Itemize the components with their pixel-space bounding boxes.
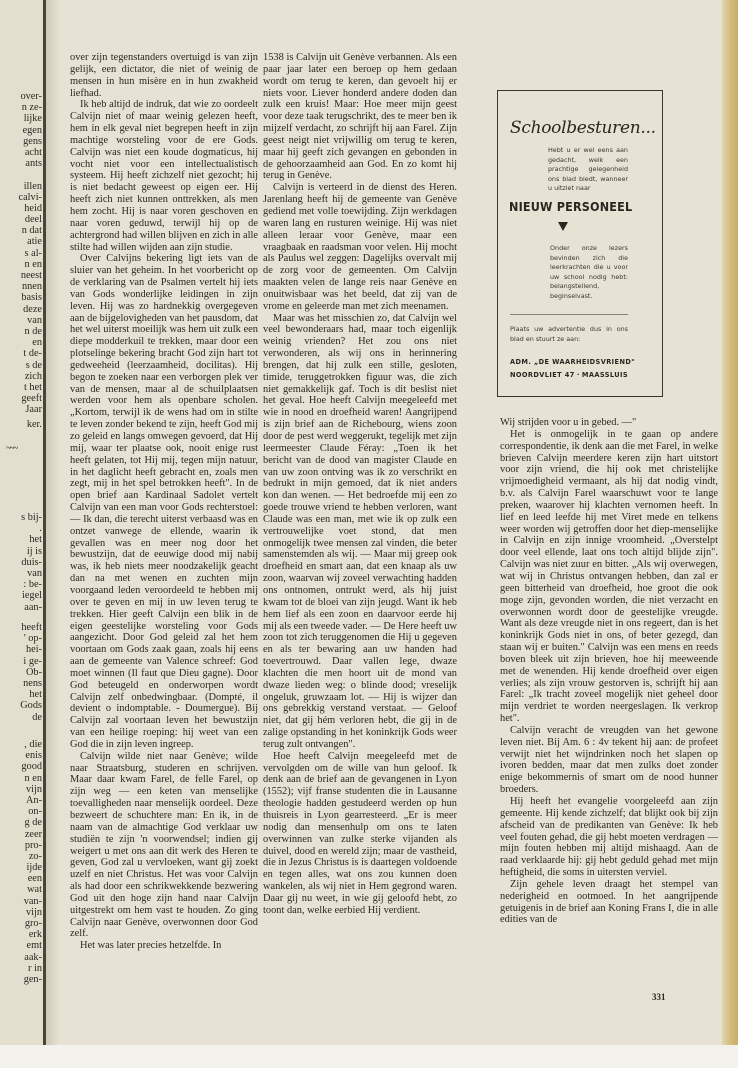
left-page-ornament: ~~~ (6, 443, 17, 454)
article-column-2 (263, 52, 457, 917)
left-page-text-fragment: het (29, 689, 42, 701)
left-page-text-fragment: enis (25, 750, 42, 762)
left-page-text-fragment: calvi- (18, 191, 42, 203)
left-page-text-fragment: zich (24, 370, 42, 382)
left-page-fragments-2 (27, 419, 42, 430)
left-page-text-fragment: egen (22, 124, 42, 136)
ad-address-separator: · (576, 371, 580, 379)
gutter-shadow (46, 0, 60, 1045)
left-page-text-fragment: ij is (26, 545, 42, 557)
paragraph: Wij strijden voor u in gebed. —" (500, 417, 637, 428)
left-page-text-fragment: nens (23, 677, 42, 689)
ad-headline: NIEUW PERSONEEL (509, 200, 633, 214)
left-page-text-fragment: atie (27, 236, 42, 248)
ad-address-name: ADM. „DE WAARHEIDSVRIEND" (510, 358, 636, 366)
left-page-text-fragment: ijde (26, 862, 42, 874)
left-page-text-fragment: n dat (21, 225, 42, 237)
left-page-text-fragment: : be- (23, 579, 42, 591)
paragraph: Calvijn wilde niet naar Genève; wilde naar Straatsburg, studeren en schrijven. Maar daar kwam Farel, de felle Farel, op zijn weg — een keten van menselijke toevalligheden naar menselijk oordeel. Deze bezweert de schuchtere man: En ik, in de naam van de almachtige God verklaar uw studiën te zijn 'n voorwendsel; indien gij weigert u met ons aan dit werk des Heren te geven, God zal u vervloeken, want gij zoekt uzelf en niet Christus. Het was voor Calvijn als had door een schrikwekkende bezwering God uit den hoge zijn hand naar Calvijn uitgestrekt om hem vast te houden. Zo ging Calvijn naar Genève, overwonnen door God zelf. (70, 750, 258, 940)
article-column-3 (500, 417, 718, 926)
left-page-text-fragment: i ge- (23, 655, 42, 667)
left-page-text-fragment: acht (24, 146, 42, 158)
paragraph: Ik heb altijd de indruk, dat wie zo oordeelt Calvijn niet of maar weinig gelezen heeft, hem in elk geval niet begrepen heeft in zijn machtige worsteling voor de ere Gods. Calvijn was niet een koude dogmaticus, hij vocht niet voor een intellectualistisch systeem. Hij heeft zichzelf niet gezocht; hij is niet bedacht geweest op eigen eer. Hij heeft zich niet kunnen onttrekken, als men hem zocht. Hij is naar voren geschoven en naar voren geduwd, terwijl hij op de achtergrond had willen blijven en zich in alle stilte had willen wijden aan zijn studie. (70, 99, 258, 253)
left-page-text-fragment: van (27, 567, 42, 579)
left-page-text-fragment: An- (25, 794, 42, 806)
paragraph: Over Calvijns bekering ligt iets van de sluier van het geheim. In het voorbericht op de verklaring van de Psalmen vertelt hij iets van Gods wonderlijke leidingen in zijn leven. Hij was zo hardnekkig overgegeven aan de bijgelovigheden van het pausdom, dat het wel uiterst moeilijk was hem uit zulk een diepe modderkuil te trekken, maar door een plotselinge bekering bracht God zijn hart tot gedweeheid (leerzaamheid, docilitas). Hij begon te zoeken naar een verborgen plek ver van de mensen, maar al de schuilplaatsen werden voor hem als openbare scholen. „Kortom, terwijl ik de wens had om in stilte te leven zonder bekend te zijn, heeft God mij zo geleid en langs omwegen gevoerd, dat Hij mij, waar ter plaatse ook, nooit enige rust heeft gelaten, tot Hij mij, tegen mijn natuur, in het daglicht heeft gebracht en, zoals men zegt, mij in het spel betrokken heeft". In de open brief aan Kardinaal Sadolet vertelt Calvijn van een man voor Gods rechterstoel: — Ik dan, die terecht uiterst verbaasd was en ontzet vanwege de ellende, waarin ik gevallen was en meer nog door het bewustzijn, dat de eeuwige dood mij nabij was, ik heb niets meer noodzakelijk geacht dan na met wenen en zuchten mijn voorgaand leden veroordeeld te hebben mij over te geven en mij in uw leven terug te trekken. Hier geeft Calvijn een blik in de eigen geestelijke worsteling voor Gods aangezicht. Door God geleid zal het hem voortaan om Gods zaak gaan, zoals hij eens aan de gemeente van Valence schreef: God moet winnen (Il faut que Dieu gagne). Door God beteugeld en onderworpen wordt Calvijn zelf onbedwingbaar. (Dompté, il devient o indomptable. - Doumergue). Bij Calvijn zal voortaan leven het bewustzijn van een heilige roeping: hij weet van een God die in zijn leven ingreep. (70, 253, 258, 750)
left-page-text-fragment: erk (28, 929, 42, 941)
left-page-text-fragment: gen- (23, 973, 42, 985)
left-page-text-fragment: deel (24, 214, 42, 226)
page-edge-stack (722, 0, 738, 1045)
paragraph: Hoe heeft Calvijn meegeleefd met de vervolgden om de wille van hun geloof. Ik denk aan de brief aan de gevangenen in Lyon (1552); vijf franse studenten die in Lausanne theologie hadden gestudeerd werden op hun thuisreis in Lyon gearresteerd. „Er is meer nodig dan mensenhulp om ons te laten overwinnen van zulke sterke vijanden als duivel, dood en wereld zijn; maar de vastheid, die in Jezus Christus is is daartegen voldoende en tegen alles, wat ons zou kunnen doen wankelen, als wij niet in Hem gegrond waren. Daar gij nu weet, in wie gij geloofd hebt, zo toont dan, welke eerbied Hij verdient. (263, 750, 457, 916)
advertisement-box (497, 90, 663, 397)
left-page-text-fragment: nnen (21, 281, 42, 293)
left-page-text-fragment: . (39, 523, 42, 535)
left-page-text-fragment: zeer (24, 828, 42, 840)
left-page-text-fragment: , die (24, 739, 42, 750)
ad-address-street: NOORDVLIET 47 (510, 371, 575, 379)
left-page-text-fragment: ' op- (23, 633, 42, 645)
left-page-text-fragment: het (29, 534, 42, 546)
left-page-text-fragment: een (27, 873, 42, 885)
left-page-text-fragment: over- (20, 91, 42, 102)
left-page-text-fragment: deze (23, 303, 42, 315)
left-page-text-fragment: ker. (26, 419, 42, 430)
left-page-text-fragment: geeft (21, 393, 42, 405)
paragraph: 1538 is Calvijn uit Genève verbannen. Als een paar jaar later een beroep op hem gedaan wordt om terug te keren, dan gevoelt hij er niets voor. Liever honderd andere doden dan zulk een kruis! Maar: Hoe meer mijn geest voor deze taak terugschrikt, des te meer ben ik mijzelf verdacht, zo schrijft hij aan Farel. Zijn geest neigt niet vrijwillig om terug te keren, maar hij geeft zich gevangen en gebonden in de gehoorzaamheid aan God. En zo komt hij terug in Genève. (263, 52, 457, 182)
paragraph: Hij heeft het evangelie voorgeleefd aan zijn gemeente. Hij kende zichzelf; dat blijkt ook bij zijn afscheid van de predikanten van Genève: Ik heb veel fouten gehad, die gij hebt moeten verdragen — mijn fouten hebben mij altijd mishaagd. Aan de raad verklaarde hij: gij hebt geduld gehad met mijn heftigheid, die soms in uitersten verviel. (500, 796, 718, 879)
left-page-text-fragment: gro- (24, 918, 42, 929)
left-page-text-fragment: n en (24, 772, 42, 784)
left-page-text-fragment: on- (28, 806, 42, 818)
left-page-text-fragment: neest (20, 270, 42, 281)
left-page-text-fragment: emt (26, 940, 42, 952)
left-page-text-fragment: wat (27, 884, 42, 896)
left-page-text-fragment: n en (24, 258, 42, 270)
left-page-text-fragment: aak- (24, 951, 42, 963)
left-page-text-fragment: s bij- (21, 512, 42, 523)
paragraph: Het is onmogelijk in te gaan op andere correspondentie, ik denk aan die met Farel, in welke brieven Calvijn meerdere keren zijn hart uitstort voor zijn vriend, die hij ook met christelijke vrijmoedigheid vermaant, als hij dat nodig vindt, b.v. als Calvijn Farel waarschuwt voor te lange preken, waarover hij klachten vernomen heeft. In lief en leed leefde hij met Viret mede en telkens weer worden wij getroffen door het diep-menselijke in Calvijn en zijn innige vroomheid. „Overstelpt door veel ellende, laat ons toch altijd blijde zijn". Calvijn was niet zuur en bitter. „Als wij overwegen, wat wij in Christus ontvangen hebben, dan zal er geen bitterheid van droefheid, hoe groot die ook moge zijn, gevonden worden, die niet verzacht en overwonnen wordt door de geestelijke vreugde. Want als deze vreugde niet in ons regeert, dan is het koninkrijk Gods niet in ons, of beter gezegd, dan staan wij er buiten." Calvijn was een mens en reeds boven bleek uit zijn brieven, hoe hij meeweende met de wenenden. Hij kende droefheid over eigen verlies; als zijn vrouw gestorven is, schrijft hij aan Farel: „Ik tracht zoveel mogelijk niet geheel door mijn verdriet te worden neergeslagen. Ik verkrop het". (500, 428, 718, 725)
left-page-text-fragment: s de (25, 359, 42, 371)
left-page-text-fragment: hei- (25, 644, 42, 656)
left-page-text-fragment: illen (23, 180, 42, 192)
paragraph: Calvijn is verteerd in de dienst des Heren. Jarenlang heeft hij de gemeente van Genève gediend met volle toewijding. Zijn werkdagen waren lang en rusturen weinige. Hij was niet alleen leraar voor Genève, maar een vraagbaak en raadsman voor velen. Hij mocht als Paulus wel zeggen: Dagelijks overvalt mij de zorg voor de gemeenten. Om Calvijn maakten velen de lange reis naar Genève en onuitwisbaar was het beeld, dat zij van de vrome en geleerde man met zich meenamen. (263, 182, 457, 312)
paragraph: over zijn tegenstanders overtuigd is van zijn gelijk, een dictator, die niet of weinig de mensen in hun misère en in hun zwakheid liefhad. (70, 52, 258, 99)
left-page-text-fragment: vijn (25, 906, 42, 918)
left-page-text-fragment: van- (23, 895, 42, 907)
left-page-text-fragment: iegel (21, 590, 42, 602)
left-page-text-fragment: gens (23, 135, 42, 147)
left-page-text-fragment: r in (27, 962, 42, 974)
left-page-text-fragment (19, 169, 42, 180)
left-page-text-fragment: t het (23, 381, 42, 393)
left-page-text-fragment: lijke (23, 113, 42, 125)
ad-title: Schoolbesturen... (510, 118, 656, 138)
down-arrow-icon (558, 222, 568, 231)
left-page-text-fragment: Gods (20, 700, 42, 712)
paragraph: Maar was het misschien zo, dat Calvijn wel veel bewonderaars had, maar toch eigenlijk weinig vrienden? Het zou ons niet verwonderen, als wij ons in herinnering brengen, dat hij zulk een stille, gesloten, timide, teruggetrokken figuur was, die zich niet gemakkelijk gaf. Toch is dit beslist niet het geval. Hoe heeft Calvijn meegeleefd met wie in nood en droefheid waren! Aangrijpend is zijn brief aan de Richebourg, wiens zoon door de pest werd weggerukt, tegelijk met zijn leermeester Claude Féray: „Toen ik het bericht van de dood van magister Claude en van uw zoon ontving was ik zo verschrikt en bedrukt in mijn gemoed, dat ik niet anders kon dan wenen. — Het bedroefde mij een zo goede trouwe vriend te hebben verloren, want Claude was een man, met wie ik op zulk een vertrouwelijke voet stond, dat men onmogelijk twee mensen zal vinden, die beter samenstemden als wij. — Maar mij greep ook droefheid en smart aan, dat een knaap als uw zoon, waarvan wij zoveel verwachting hadden ons ontnomen, ontrukt werd, als hij juist kwam tot de bloei van zijn jeugd. Want ik heb hem lief als een zoon en daarvoor eerde hij mij als een tweede vader. — De Here heeft uw zoon tot zich teruggenomen die Hij u gegeven en als ter bewaring aan uw handen had toevertrouwd. Daar vallen lege, dwaze klachten die men hoort uit de mond van dwaze lieden weg: o blinde dood; vreselijk ongeluk, gruwzaam lot. — Hij is wijzer dan ons gebrekkig verstand verstaat. — Geloof niet, dat gij hém verloren hebt, die gij in de zalige opstanding in het koninkrijk Gods weer terug zult ontvangen". (263, 312, 457, 750)
left-page-text-fragment: Ob- (25, 666, 42, 678)
paragraph: Calvijn veracht de vreugden van het gewone leven niet. Bij Am. 6 : 4v tekent hij aan: de profeet verwijt niet het wijndrinken noch het slapen op ivoren bedden, maar dat men zulks doet zonder enige bekommernis of smart om de nood hunner broeders. (500, 724, 718, 796)
left-page-text-fragment: vijn (25, 783, 42, 795)
paragraph: Het was later precies hetzelfde. In (80, 940, 222, 952)
left-page-text-fragment: basis (21, 292, 42, 304)
left-page-text-fragment: zo- (28, 850, 42, 862)
ad-intro: Hebt u er wel eens aan gedacht, welk een prachtige gelegenheid ons blad biedt, wanneer u uitziet naar (548, 146, 628, 193)
ad-divider (510, 314, 628, 315)
left-page-text-fragment: van (27, 314, 42, 326)
page-number: 331 (652, 992, 666, 1002)
left-page-text-fragment: g de (24, 817, 42, 829)
left-page-text-fragment: en (32, 337, 42, 349)
left-page-fragments-5 (21, 739, 42, 985)
ad-call-to-action: Plaats uw advertentie dus in ons blad en stuurt ze aan: (510, 325, 628, 343)
paragraph: Zijn gehele leven draagt het stempel van nederigheid en ootmoed. In het aangrijpende getuigenis in de brief aan Koning Frans I, die in alle edities van de (500, 878, 718, 926)
left-page-text-fragment: good (21, 761, 42, 773)
left-page-text-fragment: duis- (21, 556, 42, 568)
left-page-text-fragment: n ze- (21, 102, 42, 114)
ad-address (510, 371, 628, 379)
left-page-text-fragment: Jaar (25, 404, 42, 416)
left-page-fragments-1 (19, 91, 42, 415)
left-page-text-fragment: de (32, 711, 42, 723)
left-page-text-fragment: aan- (24, 601, 42, 613)
left-page-text-fragment: ants (25, 158, 42, 170)
left-page-text-fragment: pro- (24, 839, 42, 851)
left-page-text-fragment: t de- (23, 348, 42, 360)
left-page-text-fragment: n de (24, 325, 42, 337)
left-page-text-fragment: s al- (24, 247, 42, 259)
left-page-fragments-3 (21, 513, 42, 614)
ad-body: Onder onze lezers bevinden zich die leerkrachten die u voor uw school nodig hebt: belangstellend, beginselvast. (550, 244, 628, 300)
left-page-text-fragment: heeft (21, 622, 42, 633)
left-page-fragments-4 (20, 622, 42, 723)
ad-address-city: MAASSLUIS (581, 371, 628, 379)
left-page-text-fragment: heid (24, 202, 42, 214)
article-column-1 (70, 52, 258, 952)
